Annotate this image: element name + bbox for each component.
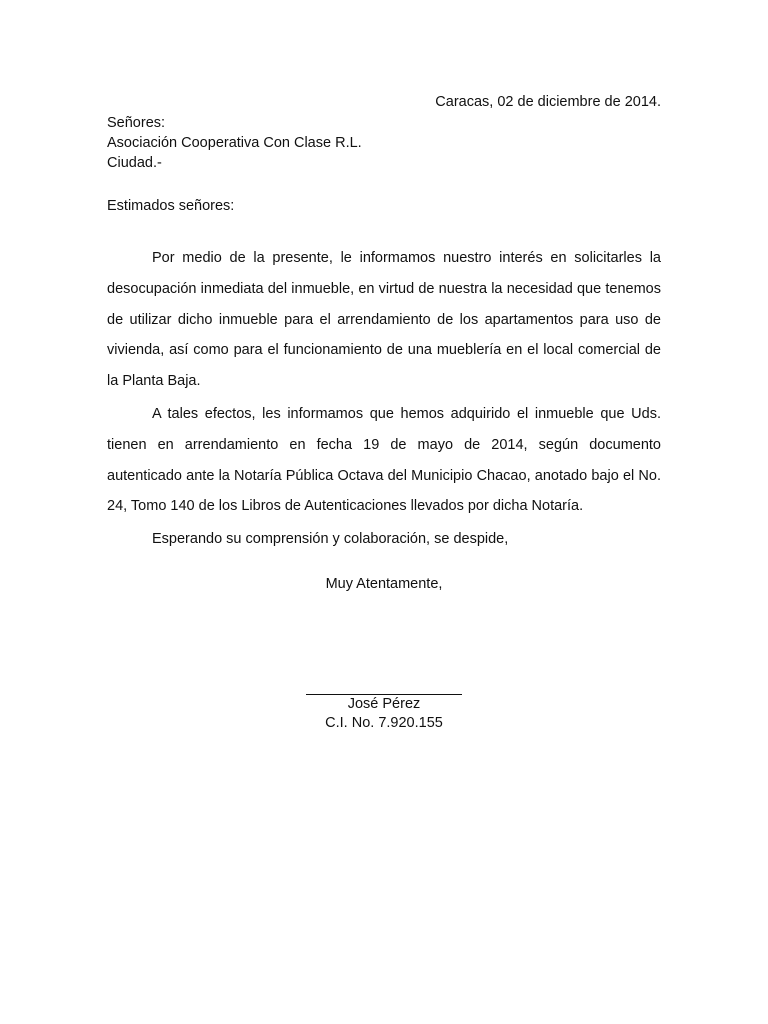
closing-line: Esperando su comprensión y colaboración, se despide, bbox=[152, 531, 509, 548]
body-paragraph: A tales efectos, les informamos que hemos adquirido el inmueble que Uds. tienen en arrendamiento en fecha 19 de mayo de 2014, según documento autenticado ante la Notaría Pública Octava del Municipio Chacao, anotado bajo el No. 24, Tomo 140 de los Libros de Autenticaciones llevados por dicha Notaría. bbox=[107, 405, 661, 515]
signer-name: José Pérez bbox=[347, 696, 421, 712]
recipient-city: Ciudad.- bbox=[107, 155, 162, 171]
salutation: Estimados señores: bbox=[107, 198, 235, 214]
body-paragraph: Por medio de la presente, le informamos nuestro interés en solicitarles la desocupación inmediata del inmueble, en virtud de nuestra la necesidad que tenemos de utilizar dicho inmueble para el arrendamiento de los apartamentos para uso de vivienda, así como para el funcionamiento de una mueblería en el local comercial de la Planta Baja. bbox=[107, 250, 661, 390]
recipient-organization: Asociación Cooperativa Con Clase R.L. bbox=[107, 135, 362, 151]
farewell: Muy Atentamente, bbox=[325, 576, 443, 592]
recipient-block bbox=[107, 113, 362, 173]
date-line: Caracas, 02 de diciembre de 2014. bbox=[435, 94, 661, 110]
recipient-title: Señores: bbox=[107, 115, 166, 131]
signature-line bbox=[306, 676, 462, 695]
letter-body bbox=[107, 243, 661, 555]
signature-block bbox=[0, 676, 768, 733]
signer-id: C.I. No. 7.920.155 bbox=[325, 715, 443, 731]
